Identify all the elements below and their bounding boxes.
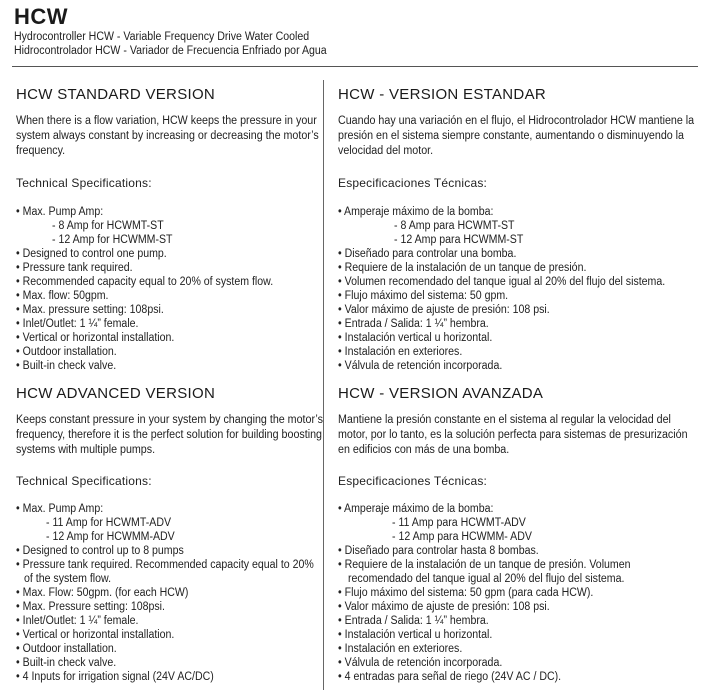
list-item: • Amperaje máximo de la bomba: — [338, 206, 494, 218]
list-item: • Pressure tank required. — [16, 262, 133, 274]
list-item: • Built-in check valve. — [16, 360, 117, 372]
standard-intro-en: When there is a flow variation, HCW keeps the pressure in your system always constant by increasing or decreasing the motor’s frequency. — [16, 115, 319, 157]
list-item: - 8 Amp para HCWMT-ST — [394, 220, 515, 232]
list-item: • Requiere de la instalación de un tanque de presión. Volumen — [338, 559, 631, 571]
list-item: • 4 Inputs for irrigation signal (24V AC/DC) — [16, 671, 214, 683]
list-item: • Instalación vertical u horizontal. — [338, 629, 493, 641]
list-item: • Designed to control one pump. — [16, 248, 167, 260]
list-item: • Inlet/Outlet: 1 ¼” female. — [16, 615, 139, 627]
standard-heading-es: HCW - VERSION ESTANDAR — [338, 86, 547, 103]
advanced-spec-title-en: Technical Specifications: — [16, 474, 152, 488]
list-item: - 12 Amp for HCWMM-ST — [52, 234, 173, 246]
list-item: • Max. Flow: 50gpm. (for each HCW) — [16, 587, 189, 599]
list-item: • Volumen recomendado del tanque igual al 20% del flujo del sistema. — [338, 276, 666, 288]
list-item: • Outdoor installation. — [16, 346, 117, 358]
list-item: • Instalación en exteriores. — [338, 643, 463, 655]
list-item: • Valor máximo de ajuste de presión: 108 psi. — [338, 601, 550, 613]
list-item: • Diseñado para controlar hasta 8 bombas. — [338, 545, 539, 557]
advanced-heading-es: HCW - VERSION AVANZADA — [338, 385, 544, 402]
standard-intro-es: Cuando hay una variación en el flujo, el Hidrocontrolador HCW mantiene la presión en el sistema siempre constante, aumentando o disminuyendo la velocidad del motor. — [338, 115, 695, 157]
list-item: • Instalación en exteriores. — [338, 346, 463, 358]
list-item: • Flujo máximo del sistema: 50 gpm (para cada HCW). — [338, 587, 594, 599]
list-item: • Instalación vertical u horizontal. — [338, 332, 493, 344]
list-item: recomendado del tanque igual al 20% del flujo del sistema. — [348, 573, 625, 585]
list-item: • Inlet/Outlet: 1 ¼” female. — [16, 318, 139, 330]
list-item: - 12 Amp for HCWMM-ADV — [46, 531, 175, 543]
header-divider — [12, 66, 698, 67]
list-item: • Max. Pump Amp: — [16, 503, 104, 515]
list-item: • Flujo máximo del sistema: 50 gpm. — [338, 290, 509, 302]
advanced-heading-en: HCW ADVANCED VERSION — [16, 385, 216, 402]
list-item: • Built-in check valve. — [16, 657, 117, 669]
list-item: • Designed to control up to 8 pumps — [16, 545, 184, 557]
list-item: • Válvula de retención incorporada. — [338, 657, 503, 669]
list-item: • Requiere de la instalación de un tanque de presión. — [338, 262, 587, 274]
list-item: - 8 Amp for HCWMT-ST — [52, 220, 164, 232]
list-item: • Recommended capacity equal to 20% of system flow. — [16, 276, 274, 288]
advanced-spec-title-es: Especificaciones Técnicas: — [338, 474, 488, 488]
list-item: • Vertical or horizontal installation. — [16, 332, 175, 344]
column-divider — [323, 80, 324, 690]
advanced-intro-en: Keeps constant pressure in your system by changing the motor’s frequency, therefore it is the perfect solution for building boosting systems with multiple pumps. — [16, 414, 323, 456]
list-item: of the system flow. — [24, 573, 112, 585]
list-item: • Entrada / Salida: 1 ¼” hembra. — [338, 318, 489, 330]
document-title: HCW — [14, 4, 69, 29]
list-item: • Diseñado para controlar una bomba. — [338, 248, 517, 260]
advanced-intro-es: Mantiene la presión constante en el sistema al regular la velocidad del motor, por lo tanto, es la solución perfecta para sistemas de presurización en edificios con más de una bomba. — [338, 414, 688, 456]
list-item: • Max. pressure setting: 108psi. — [16, 304, 164, 316]
list-item: • Max. Pressure setting: 108psi. — [16, 601, 165, 613]
list-item: • Max. Pump Amp: — [16, 206, 104, 218]
list-item: - 11 Amp for HCWMT-ADV — [46, 517, 172, 529]
standard-spec-title-es: Especificaciones Técnicas: — [338, 176, 488, 190]
list-item: • Entrada / Salida: 1 ¼” hembra. — [338, 615, 489, 627]
list-item: • Valor máximo de ajuste de presión: 108 psi. — [338, 304, 550, 316]
list-item: • Outdoor installation. — [16, 643, 117, 655]
list-item: • 4 entradas para señal de riego (24V AC / DC). — [338, 671, 562, 683]
list-item: • Max. flow: 50gpm. — [16, 290, 109, 302]
list-item: - 11 Amp para HCWMT-ADV — [392, 517, 526, 529]
list-item: - 12 Amp para HCWMM- ADV — [392, 531, 532, 543]
list-item: • Vertical or horizontal installation. — [16, 629, 175, 641]
list-item: - 12 Amp para HCWMM-ST — [394, 234, 524, 246]
subtitle-spanish: Hidrocontrolador HCW - Variador de Frecuencia Enfriado por Agua — [14, 45, 327, 57]
list-item: • Pressure tank required. Recommended capacity equal to 20% — [16, 559, 314, 571]
standard-heading-en: HCW STANDARD VERSION — [16, 86, 216, 103]
subtitle-english: Hydrocontroller HCW - Variable Frequency Drive Water Cooled — [14, 31, 310, 43]
list-item: • Válvula de retención incorporada. — [338, 360, 503, 372]
standard-spec-title-en: Technical Specifications: — [16, 176, 152, 190]
list-item: • Amperaje máximo de la bomba: — [338, 503, 494, 515]
